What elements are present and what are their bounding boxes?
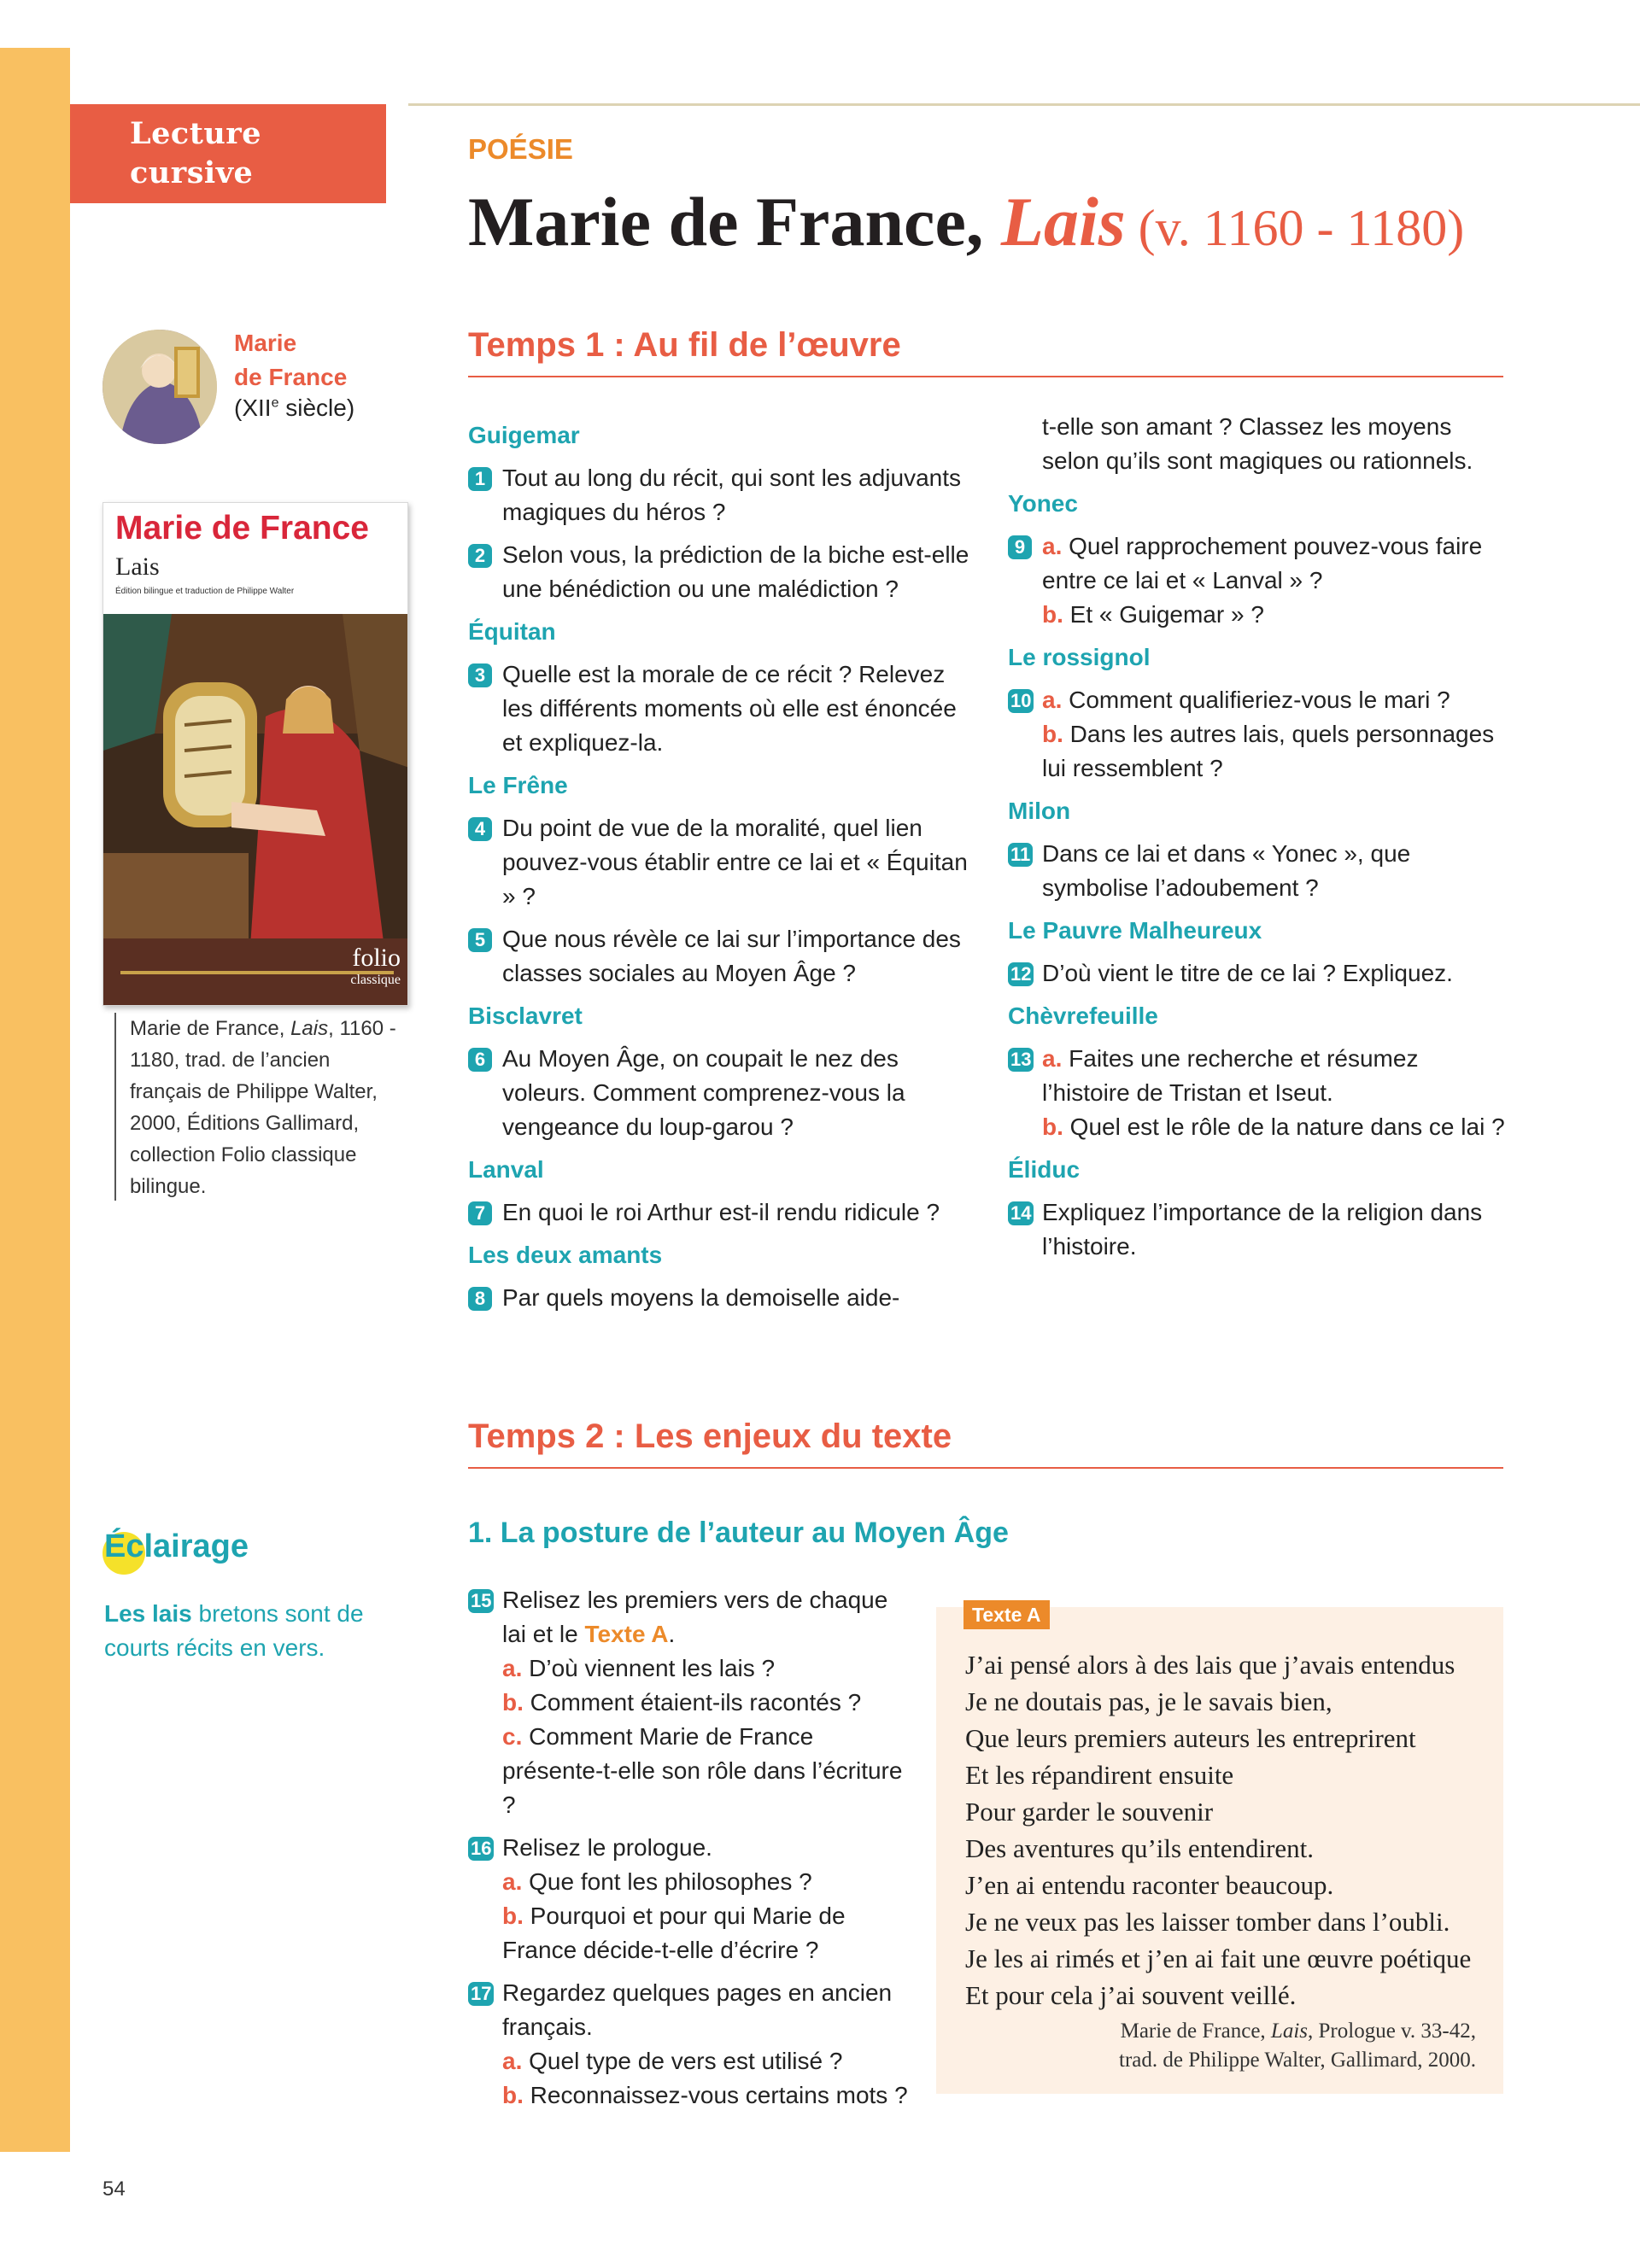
texte-a-tag: Texte A [964, 1600, 1050, 1629]
author-name-line-1: Marie [234, 330, 297, 356]
question-number-badge: 15 [468, 1589, 494, 1613]
question-text: Quel type de vers est utilisé ? [529, 2048, 843, 2074]
question-13 [1008, 1042, 1512, 1144]
book-caption [114, 1013, 405, 1201]
portrait-illustration [102, 330, 217, 444]
lai-heading: Le Pauvre Malheureux [1008, 917, 1262, 944]
poem-line: Je les ai rimés et j’en ai fait une œuvre poétique [965, 1944, 1472, 1973]
question-text: Comment qualifieriez-vous le mari ? [1069, 687, 1450, 713]
question-number-badge: 10 [1008, 689, 1034, 713]
question-text: t-elle son amant ? Classez les moyens selon qu’ils sont magiques ou rationnels. [1042, 413, 1473, 474]
question-text: Pourquoi et pour qui Marie de France décide-t-elle d’écrire ? [502, 1903, 846, 1963]
question-text: Dans les autres lais, quels personnages lui ressemblent ? [1042, 721, 1495, 781]
poem-line: Et pour cela j’ai souvent veillé. [965, 1980, 1297, 2010]
subquestion-letter: a. [502, 1868, 530, 1895]
poem-line: Je ne veux pas les laisser tomber dans l’oubli. [965, 1907, 1450, 1937]
author-name-line-2: de France [234, 364, 348, 390]
temps2-subtitle: 1. La posture de l’auteur au Moyen Âge [468, 1517, 1009, 1549]
page-title [468, 176, 1464, 274]
badge-line-2: cursive [130, 155, 254, 190]
author-name [234, 326, 347, 395]
subquestion-letter: b. [502, 1903, 530, 1929]
texte-a-reference: Texte A [584, 1621, 669, 1647]
question-number-badge: 3 [468, 663, 492, 687]
question-text: Relisez les premiers vers de chaque lai et le [502, 1587, 888, 1647]
century-sup: e [271, 395, 279, 411]
eclairage-text [104, 1597, 395, 1665]
lai-heading: Les deux amants [468, 1242, 663, 1268]
subquestion-letter: c. [502, 1723, 530, 1750]
question-14 [1008, 1195, 1512, 1264]
book-cover [102, 502, 408, 1006]
question-text: Que nous révèle ce lai sur l’importance des classes sociales au Moyen Âge ? [502, 926, 961, 986]
eclairage-label: Éclairage [104, 1529, 249, 1564]
question-text: Regardez quelques pages en ancien français. [502, 1979, 893, 2040]
texte-a-box [936, 1604, 1503, 2094]
badge-line-1: Lecture [130, 116, 262, 151]
subquestion-letter: b. [1042, 721, 1070, 747]
poem-source [1119, 2017, 1476, 2075]
source-after: , Prologue v. 33-42, [1308, 2020, 1476, 2043]
title-work: Lais [1000, 183, 1126, 260]
question-8-continued [1008, 410, 1512, 478]
question-5 [468, 922, 981, 991]
question-text: D’où viennent les lais ? [529, 1655, 776, 1681]
subquestion-letter: b. [1042, 1114, 1070, 1140]
lai-heading: Milon [1008, 798, 1071, 824]
subquestion-letter: a. [1042, 687, 1069, 713]
question-10 [1008, 683, 1512, 786]
eclairage-body: bretons sont de courts récits en vers. [104, 1600, 364, 1661]
poem-line: Des aventures qu’ils entendirent. [965, 1833, 1315, 1863]
question-8 [468, 1281, 981, 1315]
question-16 [468, 1831, 912, 1967]
poem-line: J’en ai entendu raconter beaucoup. [965, 1870, 1334, 1900]
question-text: Quel rapprochement pouvez-vous faire entre ce lai et « Lanval » ? [1042, 533, 1483, 593]
question-2 [468, 538, 981, 606]
question-number-badge: 17 [468, 1982, 494, 2006]
question-number-badge: 12 [1008, 962, 1034, 986]
subquestion-letter: a. [502, 1655, 530, 1681]
question-text: Reconnaissez-vous certains mots ? [530, 2082, 908, 2108]
question-15 [468, 1583, 912, 1822]
source-before: Marie de France, [1120, 2020, 1271, 2043]
temps1-title: Temps 1 : Au fil de l’œuvre [468, 326, 901, 364]
header-rule [408, 103, 1640, 106]
question-text: Du point de vue de la moralité, quel lien pouvez-vous établir entre ce lai et « Équitan » ? [502, 815, 968, 909]
temps1-left-column [468, 410, 981, 1315]
cover-collection: classique [350, 973, 401, 987]
eclairage-heading [102, 1529, 249, 1565]
question-text: En quoi le roi Arthur est-il rendu ridicule ? [502, 1199, 940, 1225]
question-text: Relisez le prologue. [502, 1834, 712, 1861]
cover-brand [350, 944, 401, 991]
question-6 [468, 1042, 981, 1144]
subquestion-letter: a. [1042, 533, 1069, 559]
question-text: Selon vous, la prédiction de la biche est-elle une bénédiction ou une malédiction ? [502, 541, 969, 602]
title-author: Marie de France, [468, 183, 1001, 260]
question-number-badge: 2 [468, 544, 492, 568]
question-text: Faites une recherche et résumez l’histoire de Tristan et Iseut. [1042, 1045, 1419, 1106]
question-text: . [668, 1621, 676, 1647]
question-number-badge: 9 [1008, 535, 1032, 559]
eclairage-bold: Les lais [104, 1600, 192, 1627]
subquestion-letter: b. [502, 2082, 530, 2108]
caption-before: Marie de France, [130, 1017, 291, 1040]
question-text: Par quels moyens la demoiselle aide- [502, 1284, 900, 1311]
question-text: D’où vient le titre de ce lai ? Expliquez. [1042, 960, 1453, 986]
lai-heading: Yonec [1008, 490, 1078, 517]
page-number: 54 [102, 2177, 126, 2201]
source-work: Lais [1270, 2020, 1309, 2043]
source-line-1 [1119, 2017, 1476, 2046]
question-text: Et « Guigemar » ? [1069, 601, 1264, 628]
poem-line: J’ai pensé alors à des lais que j’avais entendus [965, 1650, 1456, 1680]
question-text: Quel est le rôle de la nature dans ce lai ? [1069, 1114, 1505, 1140]
question-7 [468, 1195, 981, 1230]
question-text: Comment Marie de France présente-t-elle son rôle dans l’écriture ? [502, 1723, 903, 1818]
question-number-badge: 5 [468, 928, 492, 952]
question-number-badge: 14 [1008, 1201, 1034, 1225]
margin-bar [0, 48, 70, 2152]
question-1 [468, 461, 981, 529]
title-date: (v. 1160 - 1180) [1125, 200, 1465, 256]
question-text: Au Moyen Âge, on coupait le nez des voleurs. Comment comprenez-vous la vengeance du loup-garou ? [502, 1045, 905, 1140]
cover-author: Marie de France [115, 510, 369, 547]
question-number-badge: 13 [1008, 1048, 1034, 1072]
genre-kicker: POÉSIE [468, 133, 573, 165]
lai-heading: Le rossignol [1008, 644, 1151, 670]
poem-line: Je ne doutais pas, je le savais bien, [965, 1686, 1332, 1716]
poem [965, 1646, 1471, 2014]
question-text: Dans ce lai et dans « Yonec », que symbolise l’adoubement ? [1042, 840, 1411, 901]
lai-heading: Guigemar [468, 422, 580, 448]
lai-heading: Éliduc [1008, 1156, 1081, 1183]
temps2-title: Temps 2 : Les enjeux du texte [468, 1418, 952, 1455]
subquestion-letter: b. [1042, 601, 1070, 628]
century-word: siècle) [278, 395, 355, 421]
caption-after: , 1160 - 1180, trad. de l’ancien français de Philippe Walter, 2000, Éditions Gallimard, collection Folio classique bilingue. [130, 1017, 396, 1198]
poem-line: Que leurs premiers auteurs les entreprirent [965, 1723, 1416, 1753]
question-text: Tout au long du récit, qui sont les adjuvants magiques du héros ? [502, 465, 962, 525]
caption-work: Lais [290, 1017, 329, 1040]
temps2-questions [468, 1583, 912, 2113]
temps1-rule [468, 376, 1503, 377]
section-badge [70, 104, 386, 203]
subquestion-letter: a. [502, 2048, 530, 2074]
author-century [234, 395, 354, 422]
question-number-badge: 1 [468, 467, 492, 491]
question-4 [468, 811, 981, 914]
question-number-badge: 7 [468, 1201, 492, 1225]
cover-brand-name: folio [352, 944, 401, 972]
question-3 [468, 658, 981, 760]
question-number-badge: 8 [468, 1287, 492, 1311]
poem-line: Et les répandirent ensuite [965, 1760, 1234, 1790]
question-number-badge: 4 [468, 817, 492, 841]
question-number-badge: 11 [1008, 843, 1033, 867]
question-number-badge: 6 [468, 1048, 492, 1072]
question-text: Comment étaient-ils racontés ? [530, 1689, 862, 1716]
question-12 [1008, 956, 1512, 991]
question-text: Expliquez l’importance de la religion dans l’histoire. [1042, 1199, 1483, 1260]
cover-edition: Édition bilingue et traduction de Philippe Walter [115, 587, 295, 596]
lai-heading: Bisclavret [468, 1002, 583, 1029]
author-portrait [102, 330, 217, 444]
temps2-rule [468, 1467, 1503, 1469]
lai-heading: Lanval [468, 1156, 544, 1183]
question-text: Que font les philosophes ? [529, 1868, 812, 1895]
poem-line: Pour garder le souvenir [965, 1797, 1214, 1827]
lai-heading: Le Frêne [468, 772, 568, 798]
question-number-badge: 16 [468, 1837, 494, 1861]
subquestion-letter: b. [502, 1689, 530, 1716]
cover-title: Lais [115, 552, 160, 581]
question-11 [1008, 837, 1512, 905]
question-text: Quelle est la morale de ce récit ? Relevez les différents moments où elle est énoncée et expliquez-la. [502, 661, 957, 756]
temps1-right-column [1008, 410, 1512, 1264]
century-roman: (XII [234, 395, 272, 421]
source-line-2: trad. de Philippe Walter, Gallimard, 2000. [1119, 2049, 1476, 2072]
question-17 [468, 1976, 912, 2113]
lai-heading: Chèvrefeuille [1008, 1002, 1158, 1029]
question-9 [1008, 529, 1512, 632]
lai-heading: Équitan [468, 618, 556, 645]
subquestion-letter: a. [1042, 1045, 1069, 1072]
